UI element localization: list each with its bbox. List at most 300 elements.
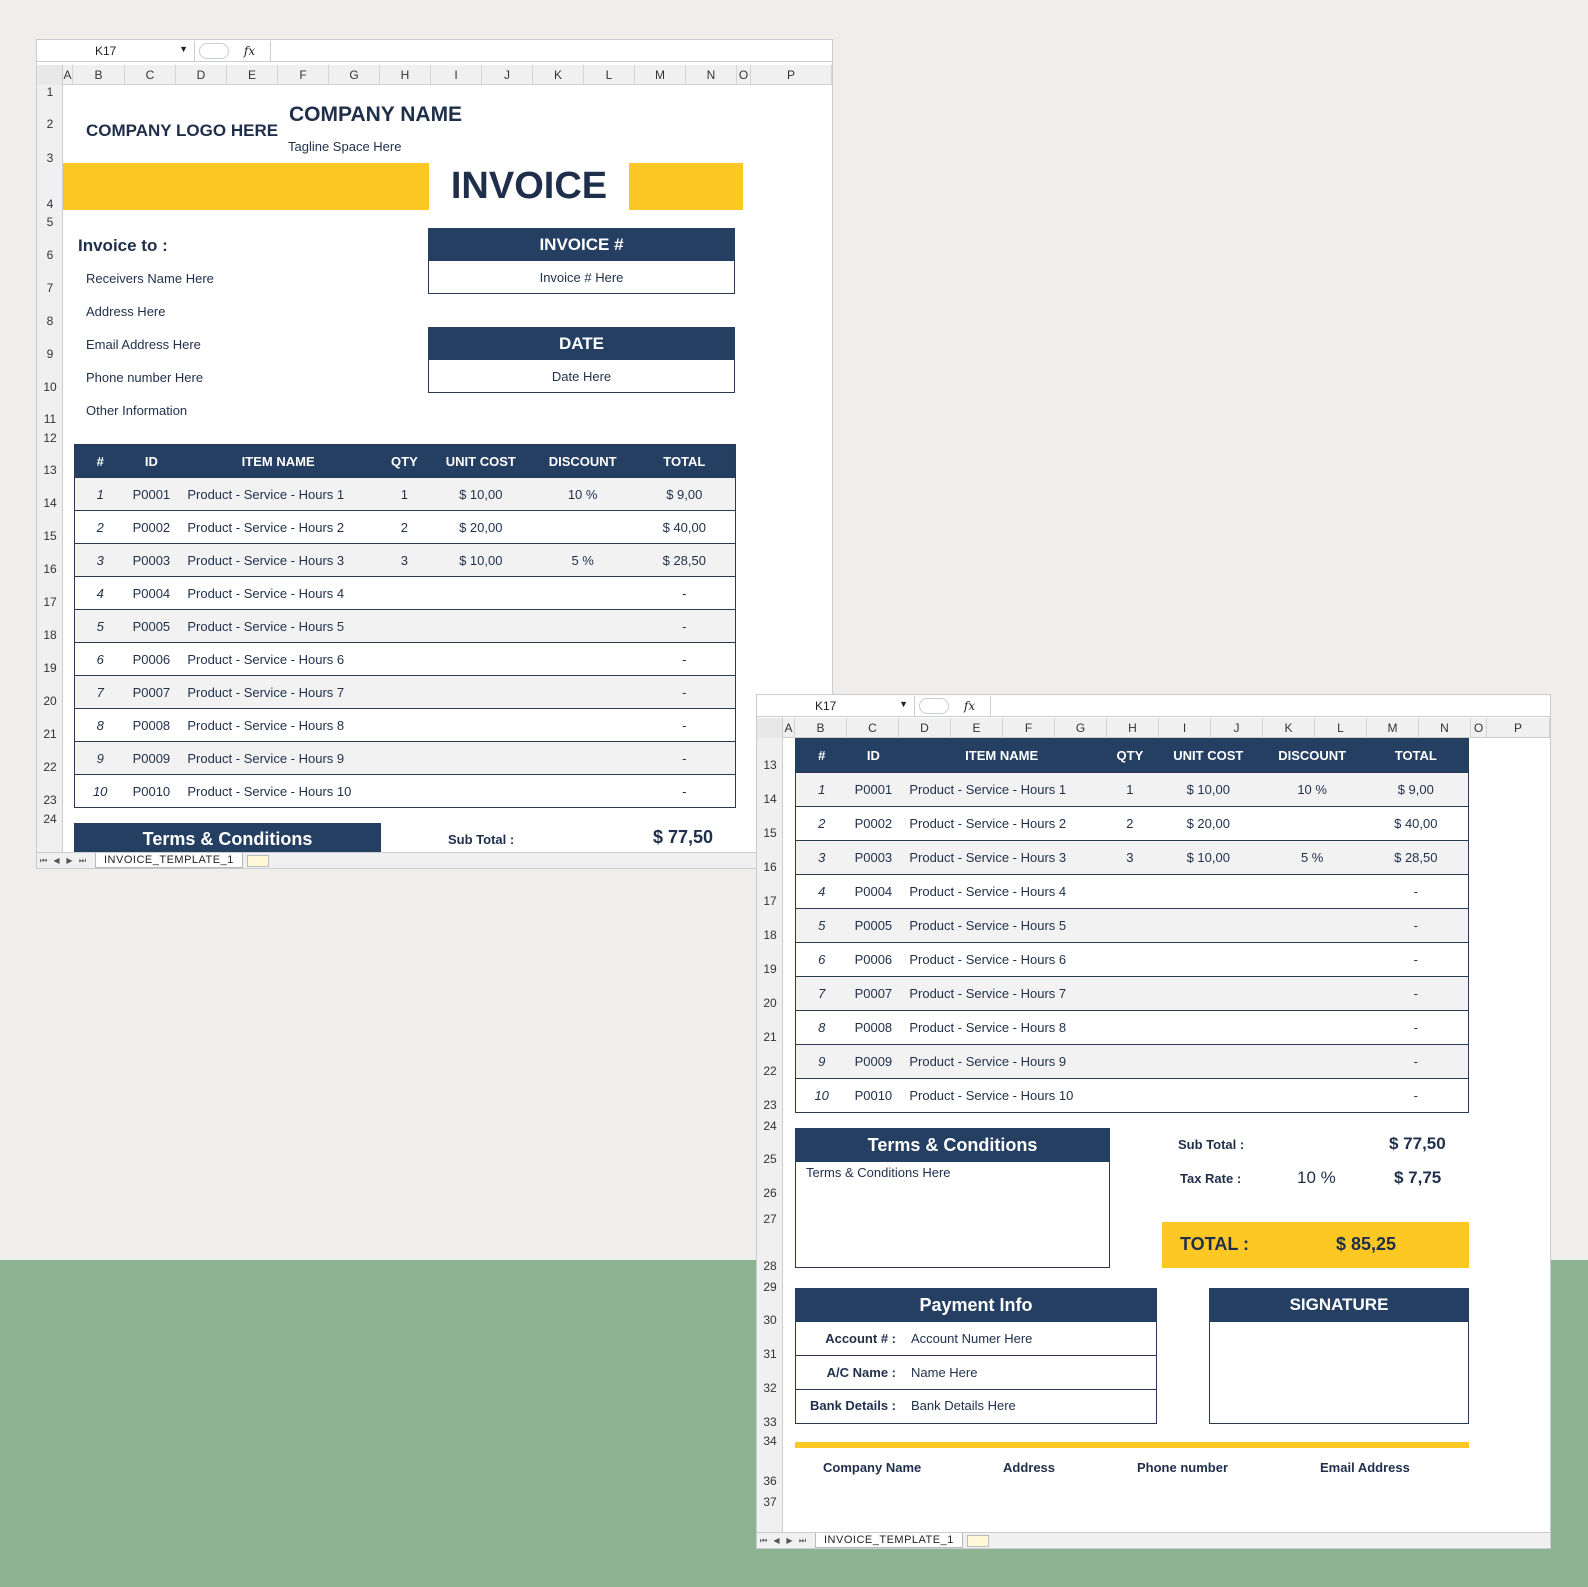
column-header-id: ID (125, 445, 177, 478)
row-number[interactable]: 26 (763, 1186, 777, 1200)
item-unit-cost[interactable] (1156, 977, 1261, 1011)
column-header[interactable]: G (329, 65, 380, 85)
row-number[interactable]: 5 (46, 215, 54, 229)
fx-icon[interactable]: fx (949, 696, 991, 716)
item-qty[interactable] (379, 610, 430, 643)
item-name[interactable]: Product - Service - Hours 2 (177, 511, 379, 544)
item-total[interactable]: - (634, 742, 736, 775)
column-header[interactable]: A (63, 65, 73, 85)
row-number[interactable]: 6 (75, 643, 126, 676)
row-number[interactable]: 20 (43, 694, 57, 708)
receiver-address: Address Here (86, 304, 166, 319)
item-qty[interactable]: 2 (1104, 807, 1156, 841)
table-row[interactable] (75, 709, 736, 742)
row-number[interactable]: 13 (43, 463, 57, 477)
item-total[interactable]: $ 28,50 (634, 544, 736, 577)
chevron-down-icon[interactable]: ▼ (899, 698, 908, 709)
row-number[interactable]: 20 (763, 996, 777, 1010)
item-id[interactable]: P0005 (125, 610, 177, 643)
table-row[interactable] (796, 1079, 1469, 1113)
row-number[interactable]: 17 (43, 595, 57, 609)
column-header[interactable]: D (899, 718, 951, 738)
table-row[interactable] (75, 775, 736, 808)
row-number[interactable]: 2 (46, 117, 54, 131)
item-name[interactable]: Product - Service - Hours 5 (177, 610, 379, 643)
column-header[interactable]: A (783, 718, 795, 738)
row-number[interactable]: 31 (763, 1347, 777, 1361)
item-total[interactable]: $ 40,00 (1364, 807, 1469, 841)
spreadsheet-window-top (37, 40, 832, 868)
next-sheet-icon[interactable]: ▶ (786, 1536, 793, 1545)
table-row[interactable] (796, 1045, 1469, 1079)
item-discount[interactable] (532, 742, 634, 775)
row-number[interactable]: 1 (75, 478, 126, 511)
table-row[interactable] (796, 943, 1469, 977)
item-total[interactable]: - (634, 643, 736, 676)
subtotal-value: $ 77,50 (653, 827, 714, 847)
item-name[interactable]: Product - Service - Hours 10 (177, 775, 379, 808)
row-number[interactable]: 32 (763, 1381, 777, 1395)
item-total[interactable]: - (1364, 977, 1469, 1011)
item-id[interactable]: P0009 (847, 1045, 899, 1079)
row-number[interactable]: 10 (796, 1079, 848, 1113)
item-discount[interactable]: 5 % (532, 544, 634, 577)
item-id[interactable]: P0004 (125, 577, 177, 610)
column-header[interactable]: J (482, 65, 533, 85)
item-discount[interactable] (1261, 1045, 1364, 1079)
item-id[interactable]: P0008 (847, 1011, 899, 1045)
signature-header: SIGNATURE (1209, 1288, 1469, 1322)
item-id[interactable]: P0003 (847, 841, 899, 875)
column-header[interactable]: B (795, 718, 847, 738)
item-qty[interactable] (379, 577, 430, 610)
invoice-number-value[interactable]: Invoice # Here (428, 261, 735, 294)
item-discount[interactable] (532, 643, 634, 676)
last-sheet-icon[interactable]: ⏭ (78, 855, 87, 865)
item-discount[interactable] (1261, 943, 1364, 977)
item-unit-cost[interactable]: $ 10,00 (430, 478, 532, 511)
item-discount[interactable] (1261, 875, 1364, 909)
last-sheet-icon[interactable]: ⏭ (798, 1535, 807, 1545)
item-qty[interactable] (1104, 875, 1156, 909)
row-number[interactable]: 25 (763, 1152, 777, 1166)
column-header[interactable]: E (227, 65, 278, 85)
name-box[interactable] (37, 41, 195, 61)
item-unit-cost[interactable]: $ 10,00 (1156, 841, 1261, 875)
item-total[interactable]: - (1364, 875, 1469, 909)
row-number[interactable]: 33 (763, 1415, 777, 1429)
row-number[interactable]: 19 (43, 661, 57, 675)
item-id[interactable]: P0007 (847, 977, 899, 1011)
table-row[interactable] (796, 1011, 1469, 1045)
tagline: Tagline Space Here (288, 139, 402, 154)
row-number[interactable]: 7 (75, 676, 126, 709)
footer-company-name: Company Name (823, 1460, 922, 1475)
column-header[interactable]: D (176, 65, 227, 85)
row-number[interactable]: 36 (763, 1474, 777, 1488)
item-total[interactable]: $ 9,00 (634, 478, 736, 511)
row-number[interactable]: 9 (75, 742, 126, 775)
row-number[interactable]: 10 (43, 380, 57, 394)
item-unit-cost[interactable] (1156, 1045, 1261, 1079)
item-id[interactable]: P0007 (125, 676, 177, 709)
table-row[interactable] (75, 742, 736, 775)
row-number[interactable]: 7 (46, 281, 54, 295)
column-header-number: # (75, 445, 126, 478)
item-qty[interactable] (1104, 1045, 1156, 1079)
row-number[interactable]: 18 (43, 628, 57, 642)
item-qty[interactable] (379, 775, 430, 808)
terms-box[interactable] (795, 1162, 1110, 1268)
receiver-other-info: Other Information (86, 403, 188, 418)
item-unit-cost[interactable] (1156, 943, 1261, 977)
item-id[interactable]: P0006 (125, 643, 177, 676)
column-header[interactable]: M (635, 65, 686, 85)
row-number[interactable]: 3 (46, 151, 54, 165)
column-header[interactable]: M (1367, 718, 1419, 738)
next-sheet-icon[interactable]: ▶ (66, 856, 73, 865)
row-number[interactable]: 23 (763, 1098, 777, 1112)
footer-yellow-line (795, 1442, 1469, 1448)
row-number[interactable]: 9 (796, 1045, 848, 1079)
item-name[interactable]: Product - Service - Hours 4 (177, 577, 379, 610)
column-header[interactable]: L (1315, 718, 1367, 738)
prev-sheet-icon[interactable]: ◀ (53, 856, 60, 865)
item-qty[interactable]: 1 (379, 478, 430, 511)
item-discount[interactable]: 10 % (1261, 773, 1364, 807)
column-header[interactable]: I (431, 65, 482, 85)
row-number[interactable]: 22 (43, 760, 57, 774)
item-discount[interactable] (1261, 1079, 1364, 1113)
column-header[interactable]: G (1055, 718, 1107, 738)
column-header-total: TOTAL (1364, 739, 1469, 773)
item-unit-cost[interactable] (1156, 909, 1261, 943)
item-total[interactable]: - (1364, 1011, 1469, 1045)
row-number[interactable]: 17 (763, 894, 777, 908)
column-header[interactable]: E (951, 718, 1003, 738)
row-number[interactable]: 12 (43, 431, 57, 445)
item-id[interactable]: P0009 (125, 742, 177, 775)
item-name[interactable]: Product - Service - Hours 9 (177, 742, 379, 775)
row-number[interactable]: 29 (763, 1280, 777, 1294)
ac-name-label: A/C Name : (826, 1365, 896, 1380)
signature-box[interactable] (1209, 1322, 1469, 1424)
fx-icon[interactable]: fx (229, 41, 271, 61)
row-number[interactable]: 34 (763, 1434, 777, 1448)
row-number[interactable]: 1 (46, 85, 54, 99)
row-number[interactable]: 16 (763, 860, 777, 874)
row-number[interactable]: 9 (46, 347, 54, 361)
item-id[interactable]: P0004 (847, 875, 899, 909)
item-discount[interactable] (1261, 807, 1364, 841)
prev-sheet-icon[interactable]: ◀ (773, 1536, 780, 1545)
item-name[interactable]: Product - Service - Hours 4 (899, 875, 1104, 909)
item-id[interactable]: P0001 (847, 773, 899, 807)
table-row[interactable] (796, 875, 1469, 909)
item-id[interactable]: P0010 (847, 1079, 899, 1113)
row-number[interactable]: 24 (43, 812, 57, 826)
sheet-tab[interactable]: INVOICE_TEMPLATE_1 (95, 853, 243, 868)
column-header[interactable]: H (1107, 718, 1159, 738)
item-qty[interactable]: 1 (1104, 773, 1156, 807)
item-name[interactable]: Product - Service - Hours 1 (899, 773, 1104, 807)
row-number[interactable]: 21 (43, 727, 57, 741)
items-table (74, 444, 736, 808)
column-header[interactable]: K (533, 65, 584, 85)
row-number[interactable]: 21 (763, 1030, 777, 1044)
row-number[interactable]: 24 (763, 1119, 777, 1133)
item-total[interactable]: $ 9,00 (1364, 773, 1469, 807)
column-header[interactable]: C (125, 65, 176, 85)
row-number[interactable]: 4 (796, 875, 848, 909)
item-discount[interactable] (532, 709, 634, 742)
cell-reference: K17 (815, 698, 837, 713)
row-number[interactable]: 28 (763, 1259, 777, 1273)
select-all-corner[interactable] (37, 65, 63, 85)
item-id[interactable]: P0006 (847, 943, 899, 977)
column-header[interactable]: B (73, 65, 125, 85)
item-name[interactable]: Product - Service - Hours 10 (899, 1079, 1104, 1113)
item-qty[interactable] (379, 742, 430, 775)
table-row[interactable] (75, 478, 736, 511)
item-total[interactable]: - (634, 676, 736, 709)
item-total[interactable]: $ 40,00 (634, 511, 736, 544)
row-number[interactable]: 37 (763, 1495, 777, 1509)
first-sheet-icon[interactable]: ⏮ (759, 1535, 768, 1545)
sheet-tabs-bar (37, 852, 832, 868)
item-total[interactable]: - (634, 709, 736, 742)
table-row[interactable] (75, 643, 736, 676)
column-header[interactable]: P (751, 65, 832, 85)
item-unit-cost[interactable] (430, 709, 532, 742)
column-header[interactable]: N (1419, 718, 1471, 738)
payment-row-account[interactable] (796, 1322, 1156, 1356)
column-header[interactable]: K (1263, 718, 1315, 738)
item-discount[interactable] (1261, 909, 1364, 943)
item-name[interactable]: Product - Service - Hours 9 (899, 1045, 1104, 1079)
item-discount[interactable] (532, 676, 634, 709)
column-header[interactable]: J (1211, 718, 1263, 738)
new-sheet-icon[interactable] (247, 855, 269, 867)
item-id[interactable]: P0002 (847, 807, 899, 841)
item-name[interactable]: Product - Service - Hours 3 (899, 841, 1104, 875)
item-qty[interactable] (379, 643, 430, 676)
column-header[interactable]: C (847, 718, 899, 738)
item-name[interactable]: Product - Service - Hours 7 (899, 977, 1104, 1011)
formula-expand-icon[interactable] (919, 698, 949, 714)
table-row[interactable] (796, 773, 1469, 807)
row-number[interactable]: 27 (763, 1212, 777, 1226)
formula-bar (757, 695, 1550, 717)
item-unit-cost[interactable]: $ 20,00 (1156, 807, 1261, 841)
item-discount[interactable]: 10 % (532, 478, 634, 511)
row-number[interactable]: 6 (796, 943, 848, 977)
item-total[interactable]: - (634, 775, 736, 808)
item-qty[interactable]: 2 (379, 511, 430, 544)
column-header[interactable]: P (1487, 718, 1550, 738)
item-name[interactable]: Product - Service - Hours 6 (177, 643, 379, 676)
row-number[interactable]: 7 (796, 977, 848, 1011)
row-number[interactable]: 30 (763, 1313, 777, 1327)
item-id[interactable]: P0001 (125, 478, 177, 511)
item-id[interactable]: P0003 (125, 544, 177, 577)
item-total[interactable]: - (1364, 943, 1469, 977)
item-id[interactable]: P0002 (125, 511, 177, 544)
row-number[interactable]: 15 (43, 529, 57, 543)
subtotal-value: $ 77,50 (1389, 1134, 1446, 1153)
item-unit-cost[interactable]: $ 10,00 (430, 544, 532, 577)
item-discount[interactable]: 5 % (1261, 841, 1364, 875)
table-row[interactable] (75, 676, 736, 709)
table-row[interactable] (796, 841, 1469, 875)
name-box[interactable] (757, 696, 915, 716)
new-sheet-icon[interactable] (967, 1535, 989, 1547)
item-discount[interactable] (532, 577, 634, 610)
row-number[interactable]: 4 (46, 197, 54, 211)
subtotal-label: Sub Total : (448, 832, 515, 847)
row-number[interactable]: 10 (75, 775, 126, 808)
item-qty[interactable] (1104, 1079, 1156, 1113)
item-unit-cost[interactable] (430, 775, 532, 808)
bank-details-value: Bank Details Here (911, 1398, 1016, 1413)
formula-input[interactable] (991, 696, 1550, 716)
formula-input[interactable] (271, 41, 832, 61)
column-header-qty: QTY (1104, 739, 1156, 773)
receiver-name: Receivers Name Here (86, 271, 214, 286)
row-number[interactable]: 13 (763, 758, 777, 772)
select-all-corner[interactable] (757, 718, 783, 738)
column-header[interactable]: F (278, 65, 329, 85)
table-row[interactable] (75, 511, 736, 544)
item-discount[interactable] (532, 511, 634, 544)
item-total[interactable]: $ 28,50 (1364, 841, 1469, 875)
item-name[interactable]: Product - Service - Hours 7 (177, 676, 379, 709)
row-number[interactable]: 2 (796, 807, 848, 841)
item-total[interactable]: - (634, 610, 736, 643)
item-name[interactable]: Product - Service - Hours 8 (177, 709, 379, 742)
first-sheet-icon[interactable]: ⏮ (39, 855, 48, 865)
table-row[interactable] (75, 544, 736, 577)
item-unit-cost[interactable] (430, 643, 532, 676)
item-discount[interactable] (532, 775, 634, 808)
row-number[interactable]: 5 (75, 610, 126, 643)
item-unit-cost[interactable] (1156, 1079, 1261, 1113)
item-id[interactable]: P0008 (125, 709, 177, 742)
sheet-area (783, 738, 1550, 1532)
item-total[interactable]: - (1364, 1079, 1469, 1113)
item-id[interactable]: P0005 (847, 909, 899, 943)
item-qty[interactable]: 3 (379, 544, 430, 577)
column-header[interactable]: O (1471, 718, 1487, 738)
column-header[interactable]: O (737, 65, 751, 85)
item-name[interactable]: Product - Service - Hours 6 (899, 943, 1104, 977)
item-name[interactable]: Product - Service - Hours 8 (899, 1011, 1104, 1045)
item-id[interactable]: P0010 (125, 775, 177, 808)
item-qty[interactable] (379, 709, 430, 742)
row-number[interactable]: 2 (75, 511, 126, 544)
item-unit-cost[interactable] (1156, 1011, 1261, 1045)
item-qty[interactable] (1104, 977, 1156, 1011)
item-discount[interactable] (1261, 977, 1364, 1011)
column-header[interactable]: H (380, 65, 431, 85)
row-number[interactable]: 3 (75, 544, 126, 577)
row-number[interactable]: 14 (763, 792, 777, 806)
column-header[interactable]: L (584, 65, 635, 85)
row-number[interactable]: 11 (43, 412, 57, 426)
table-row[interactable] (75, 610, 736, 643)
item-name[interactable]: Product - Service - Hours 1 (177, 478, 379, 511)
row-number[interactable]: 15 (763, 826, 777, 840)
item-name[interactable]: Product - Service - Hours 2 (899, 807, 1104, 841)
payment-row-ac-name[interactable] (796, 1356, 1156, 1390)
payment-row-bank-details[interactable] (796, 1390, 1156, 1423)
row-number[interactable]: 5 (796, 909, 848, 943)
table-row[interactable] (796, 977, 1469, 1011)
item-name[interactable]: Product - Service - Hours 3 (177, 544, 379, 577)
sheet-tab[interactable]: INVOICE_TEMPLATE_1 (815, 1533, 963, 1548)
table-row[interactable] (796, 807, 1469, 841)
item-discount[interactable] (1261, 1011, 1364, 1045)
item-unit-cost[interactable] (430, 577, 532, 610)
item-qty[interactable]: 3 (1104, 841, 1156, 875)
row-number[interactable]: 1 (796, 773, 848, 807)
terms-header: Terms & Conditions (795, 1128, 1110, 1162)
item-qty[interactable] (1104, 943, 1156, 977)
column-header[interactable]: I (1159, 718, 1211, 738)
row-number[interactable]: 14 (43, 496, 57, 510)
item-unit-cost[interactable] (430, 676, 532, 709)
row-number[interactable]: 4 (75, 577, 126, 610)
item-qty[interactable] (1104, 1011, 1156, 1045)
item-total[interactable]: - (634, 577, 736, 610)
receiver-email: Email Address Here (86, 337, 201, 352)
item-unit-cost[interactable]: $ 10,00 (1156, 773, 1261, 807)
row-number[interactable]: 3 (796, 841, 848, 875)
row-number[interactable]: 18 (763, 928, 777, 942)
row-number[interactable]: 8 (75, 709, 126, 742)
table-row[interactable] (796, 909, 1469, 943)
table-row[interactable] (75, 577, 736, 610)
row-number[interactable]: 8 (796, 1011, 848, 1045)
row-number[interactable]: 23 (43, 793, 57, 807)
formula-expand-icon[interactable] (199, 43, 229, 59)
tax-rate-label: Tax Rate : (1180, 1171, 1242, 1186)
item-total[interactable]: - (1364, 1045, 1469, 1079)
row-number[interactable]: 16 (43, 562, 57, 576)
row-number[interactable]: 6 (46, 248, 54, 262)
row-number[interactable]: 19 (763, 962, 777, 976)
item-unit-cost[interactable]: $ 20,00 (430, 511, 532, 544)
column-header-number: # (796, 739, 848, 773)
column-header[interactable]: N (686, 65, 737, 85)
item-discount[interactable] (532, 610, 634, 643)
column-header-discount: DISCOUNT (1261, 739, 1364, 773)
item-name[interactable]: Product - Service - Hours 5 (899, 909, 1104, 943)
account-label: Account # : (825, 1331, 896, 1346)
item-unit-cost[interactable] (1156, 875, 1261, 909)
item-unit-cost[interactable] (430, 742, 532, 775)
row-number[interactable]: 8 (46, 314, 54, 328)
item-qty[interactable] (1104, 909, 1156, 943)
chevron-down-icon[interactable]: ▼ (179, 43, 188, 54)
item-qty[interactable] (379, 676, 430, 709)
item-total[interactable]: - (1364, 909, 1469, 943)
column-header[interactable]: F (1003, 718, 1055, 738)
date-value[interactable]: Date Here (428, 360, 735, 393)
row-number[interactable]: 22 (763, 1064, 777, 1078)
item-unit-cost[interactable] (430, 610, 532, 643)
total-label: TOTAL : (1180, 1234, 1249, 1254)
